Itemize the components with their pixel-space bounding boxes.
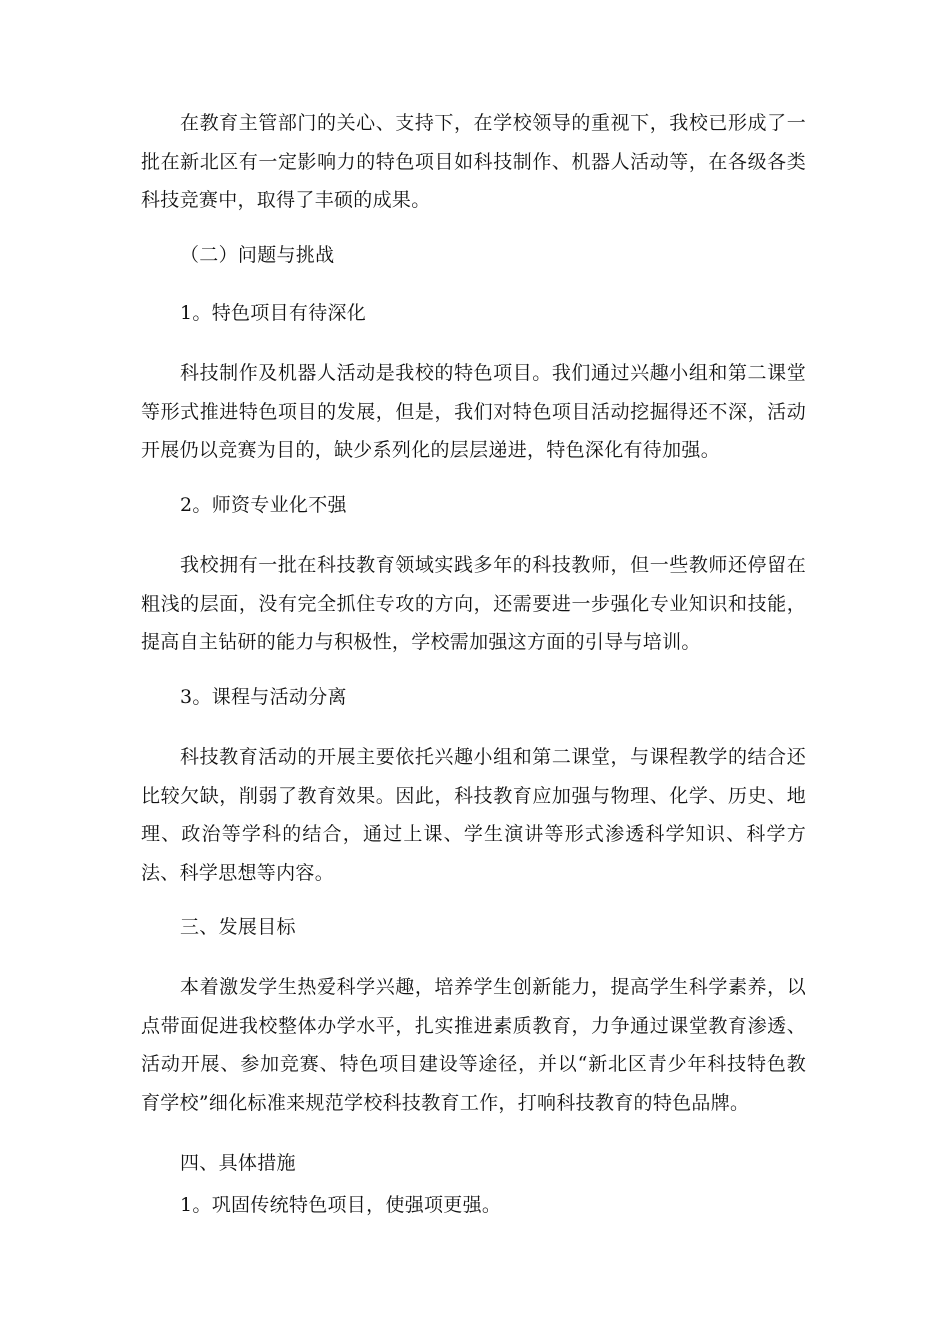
paragraph-achievements: 在教育主管部门的关心、支持下，在学校领导的重视下，我校已形成了一批在新北区有一定影响力的特色项目如科技制作、机器人活动等，在各级各类科技竞赛中，取得了丰硕的成果。 (141, 112, 806, 211)
section-heading-measures: 四、具体措施 (180, 1152, 296, 1174)
paragraph-goals: 本着激发学生热爱科学兴趣，培养学生创新能力，提高学生科学素养，以点带面促进我校整体办学水平，扎实推进素质教育，力争通过课堂教育渗透、活动开展、参加竞赛、特色项目建设等途径，并以“新北区青少年科技特色教育学校”细化标准来规范学校科技教育工作，打响科技教育的特色品牌。 (141, 976, 806, 1114)
subheading-teacher-specialization: 2。师资专业化不强 (180, 494, 347, 516)
paragraph-teachers: 我校拥有一批在科技教育领域实践多年的科技教师，但一些教师还停留在粗浅的层面，没有完全抓住专攻的方向，还需要进一步强化专业知识和技能，提高自主钻研的能力与积极性，学校需加强这方面的引导与培训。 (141, 554, 806, 653)
paragraph-curriculum: 科技教育活动的开展主要依托兴趣小组和第二课堂，与课程教学的结合还比较欠缺，削弱了教育效果。因此，科技教育应加强与物理、化学、历史、地理、政治等学科的结合，通过上课、学生演讲等形式渗透科学知识、科学方法、科学思想等内容。 (141, 746, 806, 884)
subheading-curriculum-separation: 3。课程与活动分离 (180, 686, 347, 708)
paragraph-projects: 科技制作及机器人活动是我校的特色项目。我们通过兴趣小组和第二课堂等形式推进特色项目的发展，但是，我们对特色项目活动挖掘得还不深，活动开展仍以竞赛为目的，缺少系列化的层层递进，特色深化有待加强。 (141, 362, 806, 461)
section-heading-problems: （二）问题与挑战 (180, 244, 335, 266)
section-heading-goals: 三、发展目标 (180, 916, 296, 938)
subheading-deepen-projects: 1。特色项目有待深化 (180, 302, 367, 324)
subheading-consolidate-projects: 1。巩固传统特色项目，使强项更强。 (180, 1194, 502, 1216)
